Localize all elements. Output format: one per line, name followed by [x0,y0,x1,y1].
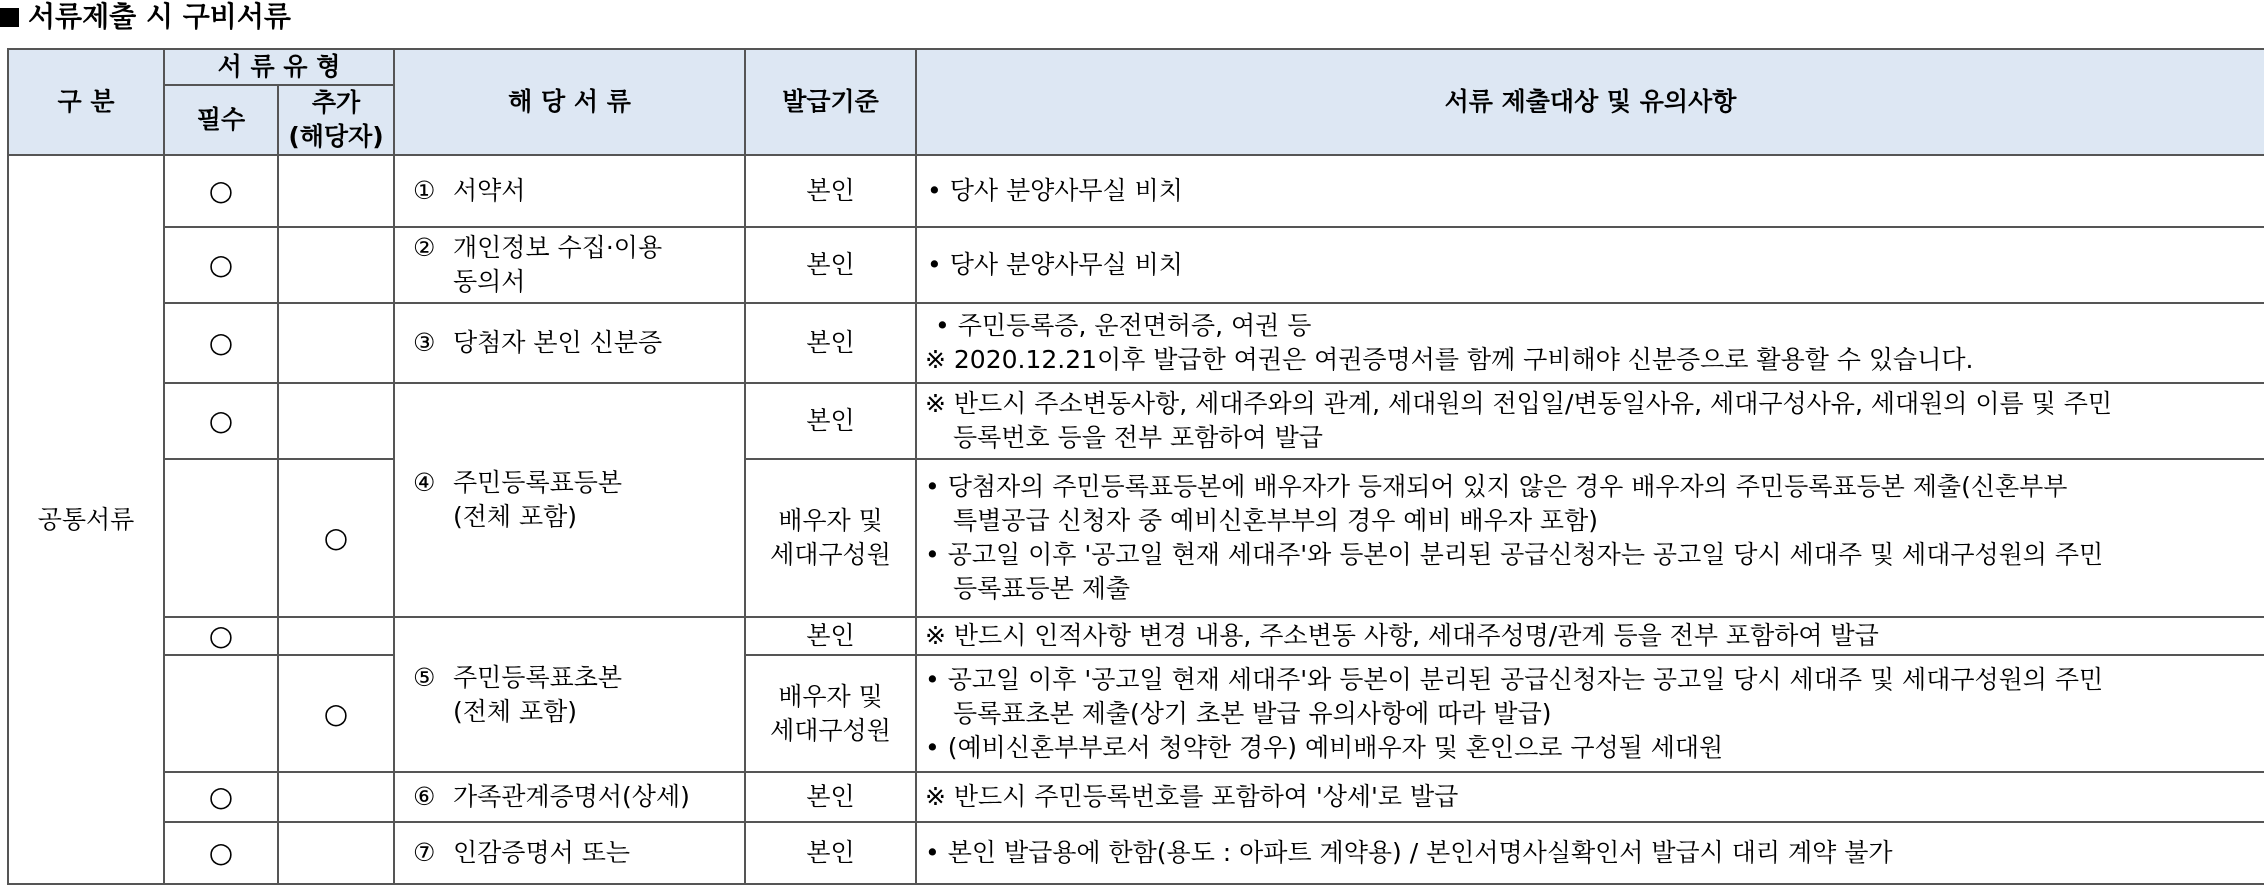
document-name: ⑥ 가족관계증명서(상세) [394,772,745,822]
note: ※ 반드시 주소변동사항, 세대주와의 관계, 세대원의 전입일/변동일사유, 세대구성사유, 세대원의 이름 및 주민 등록번호 등을 전부 포함하여 발급 [916,383,2264,459]
additional-mark-empty [278,772,394,822]
document-name: ③ 당첨자 본인 신분증 [394,303,745,383]
header-doc-type: 서 류 유 형 [164,49,394,85]
additional-mark-empty [278,303,394,383]
note: • 당첨자의 주민등록표등본에 배우자가 등재되어 있지 않은 경우 배우자의 주민등록표등본 제출(신혼부부 특별공급 신청자 중 예비신혼부부의 경우 예비 배우자 포함) • 공고일 이후 '공고일 현재 세대주'와 등본이 분리된 공급신청자는 공고일 당시 세대주 및 세대구성원의 주민 등록표등본 제출 [916,459,2264,617]
issue-basis: 배우자 및 세대구성원 [745,459,916,617]
issue-basis: 본인 [745,303,916,383]
note: ※ 반드시 주민등록번호를 포함하여 '상세'로 발급 [916,772,2264,822]
header-issue-basis: 발급기준 [745,49,916,155]
required-mark-empty [164,459,278,617]
additional-mark-empty [278,617,394,655]
document-name: ⑤ 주민등록표초본 (전체 포함) [394,617,745,772]
required-mark: ○ [164,303,278,383]
document-name: ① 서약서 [394,155,745,227]
note: • 본인 발급용에 한함(용도 : 아파트 계약용) / 본인서명사실확인서 발급시 대리 계약 불가 [916,822,2264,884]
note: • 당사 분양사무실 비치 [916,227,2264,303]
document-name: ⑦ 인감증명서 또는 [394,822,745,884]
additional-mark-empty [278,822,394,884]
header-additional: 추가 (해당자) [278,85,394,155]
additional-mark: ○ [278,655,394,772]
required-mark: ○ [164,822,278,884]
document-name: ② 개인정보 수집·이용 동의서 [394,227,745,303]
header-required: 필수 [164,85,278,155]
issue-basis: 배우자 및 세대구성원 [745,655,916,772]
additional-mark-empty [278,155,394,227]
note: • 당사 분양사무실 비치 [916,155,2264,227]
section-title: 서류제출 시 구비서류 [0,0,291,34]
document-name: ④ 주민등록표등본 (전체 포함) [394,383,745,617]
documents-table [7,48,2264,885]
required-mark: ○ [164,383,278,459]
square-bullet-icon [0,8,19,27]
header-notes: 서류 제출대상 및 유의사항 [916,49,2264,155]
header-category: 구 분 [8,49,164,155]
table-row [8,227,2264,303]
table-row [8,459,2264,617]
note: • 주민등록증, 운전면허증, 여권 등 ※ 2020.12.21이후 발급한 여권은 여권증명서를 함께 구비해야 신분증으로 활용할 수 있습니다. [916,303,2264,383]
table-row [8,822,2264,884]
issue-basis: 본인 [745,617,916,655]
required-mark: ○ [164,227,278,303]
table-row [8,655,2264,772]
category-cell: 공통서류 [8,155,164,884]
additional-mark-empty [278,227,394,303]
table-row [8,303,2264,383]
issue-basis: 본인 [745,822,916,884]
additional-mark-empty [278,383,394,459]
table-row [8,617,2264,655]
required-mark-empty [164,655,278,772]
issue-basis: 본인 [745,383,916,459]
required-mark: ○ [164,617,278,655]
note: ※ 반드시 인적사항 변경 내용, 주소변동 사항, 세대주성명/관계 등을 전부 포함하여 발급 [916,617,2264,655]
note: • 공고일 이후 '공고일 현재 세대주'와 등본이 분리된 공급신청자는 공고일 당시 세대주 및 세대구성원의 주민 등록표초본 제출(상기 초본 발급 유의사항에 따라 발급) • (예비신혼부부로서 청약한 경우) 예비배우자 및 혼인으로 구성될 세대원 [916,655,2264,772]
issue-basis: 본인 [745,227,916,303]
required-mark: ○ [164,772,278,822]
table-row [8,772,2264,822]
table-row [8,383,2264,459]
issue-basis: 본인 [745,155,916,227]
issue-basis: 본인 [745,772,916,822]
header-documents: 해 당 서 류 [394,49,745,155]
required-mark: ○ [164,155,278,227]
additional-mark: ○ [278,459,394,617]
table-row [8,155,2264,227]
